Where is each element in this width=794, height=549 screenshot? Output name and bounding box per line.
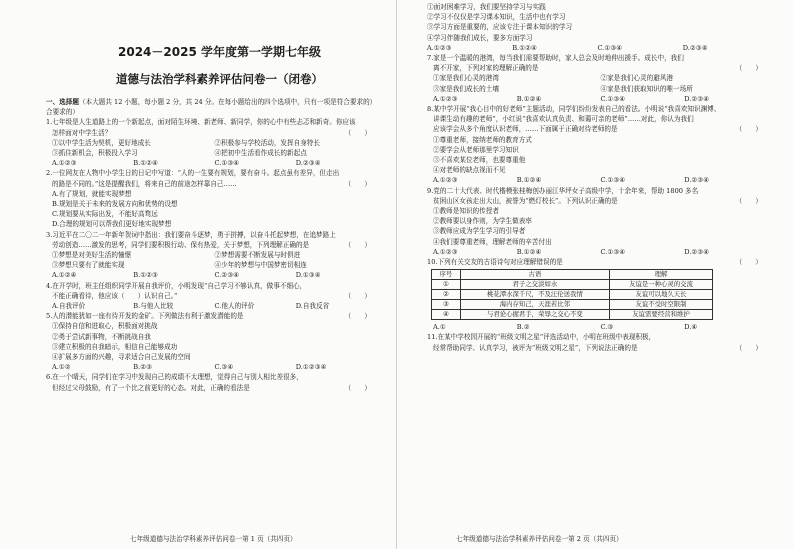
option[interactable]: ②要学会从老师那里学习知识 xyxy=(433,145,519,154)
section-heading: 一、选择题 xyxy=(46,98,79,106)
choice-d[interactable]: D.自我反省 xyxy=(295,302,330,311)
page-footer-2: 七年级道德与法治学科素养评估问卷一第 2 页（共四页） xyxy=(456,535,623,543)
choice-d[interactable]: D.①②③④ xyxy=(295,363,327,372)
choice-c[interactable]: C.①③④ xyxy=(597,43,623,52)
question-4: 4.在开学时，班主任组织同学开展自我评价，小明发现“自己学习不够认真，做事不细心， 不能正确看待，他应该（ ）认识自己。” （ ） A.自我评价 B.与他人比较 C.他人的评价 D.自我反省 xyxy=(46,281,377,312)
question-5: 5.人的潜能犹如一座有待开发的金矿。下列做法有利于激发潜能的是 （ ） ①保持自信和进取心，积极面对挑战 ②勇于尝试新事物，不断挑战自我 ③建立积极的自我暗示，相信自己能够成功 ④扩展多方面的兴趣，寻求适合自己发展的空间 A.①② B.②③ C.③④ D.①②③④ xyxy=(46,311,377,372)
option[interactable]: ③抓住新机会，积极投入学习 xyxy=(52,149,138,158)
choice-d[interactable]: D.②③④ xyxy=(684,94,710,103)
choice-b[interactable]: B.①②④ xyxy=(516,176,542,185)
choice-b[interactable]: B.② xyxy=(516,323,530,332)
option[interactable]: ④扩展多方面的兴趣，寻求适合自己发展的空间 xyxy=(52,353,191,362)
option[interactable]: ③建立积极的自我暗示，相信自己能够成功 xyxy=(52,342,178,351)
choice-d[interactable]: D.②③④ xyxy=(295,159,321,168)
choice-a[interactable]: A.①②③ xyxy=(52,159,77,168)
option[interactable]: ③不喜欢某位老师，也要尊重他 xyxy=(433,156,526,165)
choice-a[interactable]: A.①②③ xyxy=(427,43,452,52)
option[interactable]: ④对老师的缺点视而不见 xyxy=(433,166,506,175)
option[interactable]: D.合理的规划可以帮我们更好地实现梦想 xyxy=(52,220,172,229)
table-header: 序号 xyxy=(432,270,461,280)
choice-a[interactable]: A.①②③ xyxy=(433,176,458,185)
choice-b[interactable]: B.①②③ xyxy=(133,271,158,280)
choice-b[interactable]: B.①②④ xyxy=(133,159,158,168)
option[interactable]: ①以中学生活为契机，更好地成长 xyxy=(52,138,151,147)
option[interactable]: ③家是我们成长的土壤 xyxy=(433,84,499,93)
choice-c[interactable]: C.①③④ xyxy=(600,94,626,103)
table-header-row xyxy=(432,270,713,280)
option[interactable]: ④把初中生活看作成长的新起点 xyxy=(214,149,307,158)
table-row: ③ 海内存知己，天涯若比邻 友谊不受时空限制 xyxy=(432,300,713,310)
choice-c[interactable]: C.①③④ xyxy=(214,159,240,168)
choice-b[interactable]: B.①②④ xyxy=(516,94,542,103)
option[interactable]: ②教师要以身作则，为学生做表率 xyxy=(433,217,532,226)
option[interactable]: ①教师是知识的传授者 xyxy=(433,207,499,216)
choice-a[interactable]: A.①②④ xyxy=(52,271,77,280)
page-footer-1: 七年级道德与法治学科素养评估问卷一第 1 页（共四页） xyxy=(130,535,297,543)
option[interactable]: ④我们要尊重老师，理解老师的辛苦付出 xyxy=(433,237,552,246)
choice-a[interactable]: A.① xyxy=(433,323,446,332)
option[interactable]: ④家是我们获取知识的唯一场所 xyxy=(600,84,693,93)
choice-d[interactable]: D.①③④ xyxy=(295,271,321,280)
exam-title: 2024－2025 学年度第一学期七年级 xyxy=(118,45,321,59)
option[interactable]: ③学习方面是重要的，应该专注于课本知识的学习 xyxy=(427,23,573,32)
question-3: 3.习近平在二〇二一年新年贺词中指出：我们要奋斗逐梦，勇于拼搏，以奋斗托起梦想，在追梦路上 劳动创造……激发的思考，同学们要积极行动、保有热爱，关于梦想，下列理解正确的是 （ ） ①梦想是对美好生活的憧憬 ②梦想需要不断发展与时俱进 ③梦想只要有了就能实现 ④少年的梦想与中国梦密切相连 A.①②④ B.①②③ C.②③④ D.①③④ xyxy=(46,230,377,281)
option[interactable]: ②梦想需要不断发展与时俱进 xyxy=(214,251,301,260)
table-header: 理解 xyxy=(610,270,713,280)
option[interactable]: B.规划是关于未来的发展方向和优势的设想 xyxy=(52,200,178,209)
option[interactable]: ④学习伴随我们成长，要多方面学习 xyxy=(427,33,533,42)
choice-c[interactable]: C.③ xyxy=(600,323,614,332)
option[interactable]: C.规划要从实际出发，不能好高骛远 xyxy=(52,210,158,219)
option[interactable]: ②学习不仅仅是学习课本知识，生活中也有学习 xyxy=(427,13,566,22)
choice-b[interactable]: B.②③ xyxy=(133,363,153,372)
table-row: ④ 与君论心握君手，荣辱之交心不变 友谊需要经营和维护 xyxy=(432,310,713,320)
option[interactable]: ②家是我们心灵的避风港 xyxy=(600,74,674,83)
option[interactable]: ①面对困难学习，我们要坚持学习与实践 xyxy=(427,3,546,11)
choice-a[interactable]: A.①② xyxy=(52,363,71,372)
proverb-table xyxy=(431,269,713,320)
table-row: ① 君子之交淡如水 友谊是一种心灵的交流 xyxy=(432,280,713,290)
exam-subtitle: 道德与法治学科素养评估问卷一（闭卷） xyxy=(116,72,323,86)
choice-d[interactable]: D.④ xyxy=(684,323,698,332)
table-header: 古语 xyxy=(460,270,609,280)
question-11: 11.在某中学校园开展的“班级文明之星”评选活动中，小明在班级中表现积极， 经常帮助同学、认真学习，被评为“班级文明之星”，下列说法正确的是 （ ） xyxy=(427,333,762,352)
choice-d[interactable]: D.②③④ xyxy=(682,43,708,52)
option[interactable]: ①尊重老师，接纳老师的教育方式 xyxy=(433,135,532,144)
question-7: 7.家是一个温暖的港湾，每当我们需要帮助时，家人总会及时地伸出援手。成长中，我们 离不开家，下列对家的理解正确的是 （ ） ①家是我们心灵的港湾 ②家是我们心灵的避风港 ③家是我们成长的土壤 ④家是我们获取知识的唯一场所 A.①②③ B.①②④ C.①③④ D.②③④ xyxy=(427,53,768,104)
option[interactable]: ②积极参与学校活动，发挥自身特长 xyxy=(214,138,320,147)
option[interactable]: ①家是我们心灵的港湾 xyxy=(433,74,499,83)
choice-d[interactable]: D.②③④ xyxy=(684,176,710,185)
question-8: 8.某中学开展“我心目中的好老师”主题活动，同学们纷纷发表自己的看法。小明说“我喜欢知识渊博、 讲课生动有趣的老师”，小红说“我喜欢认真负责、和蔼可亲的老师”……对此，你认为我们 应该学会从多个角度认识老师，……下面属于正确对待老师的是 （ ） ①尊重老师，接纳老师的教育方式 ②要学会从老师那里学习知识 ③不喜欢某位老师，也要尊重他 ④对老师的缺点视而不见 A.①②③ B.①②④ C.①③④ D.②③④ xyxy=(427,104,768,186)
option[interactable]: ①梦想是对美好生活的憧憬 xyxy=(52,251,132,260)
choice-c[interactable]: C.①③④ xyxy=(600,247,626,256)
choice-c[interactable]: C.①③④ xyxy=(600,176,626,185)
right-page xyxy=(397,0,794,549)
question-6: 6.在一个晴天，同学们在学习中发现自己的成绩不太理想，觉得自己与别人相比差很多， 但经过父母鼓励，有了一个比之前更好的心态。对此，正确的看法是 （ ） xyxy=(46,373,371,392)
table-row: ② 桃花潭水深千尺，不及汪伦送我情 友谊可以地久天长 xyxy=(432,290,713,300)
section-note-line2: 合要求的） xyxy=(46,108,79,117)
choice-a[interactable]: A.①②③ xyxy=(433,94,458,103)
section-note: （本大题共 12 小题，每小题 2 分，共 24 分。在每小题给出的四个选项中，只有一项是符合要求的） xyxy=(78,98,377,106)
choice-a[interactable]: A.自我评价 xyxy=(52,302,86,311)
option[interactable]: ③教师应成为学生学习的引导者 xyxy=(433,227,526,236)
choice-c[interactable]: C.②③④ xyxy=(214,271,240,280)
choice-b[interactable]: B.与他人比较 xyxy=(133,302,174,311)
option[interactable]: ①保持自信和进取心，积极面对挑战 xyxy=(52,322,158,331)
question-9: 9.党的二十大代表、时代楷模张桂梅创办丽江华坪女子高级中学，十余年来，帮助 1800 多名 贫困山区女孩走出大山，被誉为“燃灯校长”。下列认识正确的是 （ ） ①教师是知识的传授者 ②教师要以身作则，为学生做表率 ③教师应成为学生学习的引导者 ④我们要尊重老师，理解老师的辛苦付出 A.①②③ B.①②④ C.①③④ D.②③④ xyxy=(427,186,768,257)
question-2: 2.一位网友在人物中小学生日的日记中写道：“人的一生要有规划，要有奋斗。起点虽有差异，但走出 的路是不同的。”这是提醒我们，将来自己的前途怎样靠自己…… （ ） A.有了规划，就能实现梦想 B.规划是关于未来的发展方向和优势的设想 C.规划要从实际出发，不能好高骛远 D.合理的规划可以帮我们更好地实现梦想 xyxy=(46,168,377,229)
choice-b[interactable]: B.①②④ xyxy=(516,247,542,256)
choice-b[interactable]: B.①②④ xyxy=(512,43,537,52)
choice-a[interactable]: A.①②③ xyxy=(433,247,458,256)
question-1: 1.七年级是人生道路上的一个新起点，面对陌生环境、新老师、新同学，你的心中有些忐忑和新奇。你应该 怎样面对中学生活？ （ ） ①以中学生活为契机，更好地成长 ②积极参与学校活动，发挥自身特长 ③抓住新机会，积极投入学习 ④把初中生活看作成长的新起点 A.①②③ B.①②④ C.①③④ D.②③④ xyxy=(46,117,377,168)
option[interactable]: ③梦想只要有了就能实现 xyxy=(52,261,125,270)
choice-c[interactable]: C.③④ xyxy=(214,363,234,372)
option[interactable]: A.有了规划，就能实现梦想 xyxy=(52,189,132,198)
question-10: 10.下列有关交友的古语诗句对应理解错误的是 （ ） 序号 古语 理解 ① 君子之交淡如水 友谊是一种心灵的交流 ② 桃花潭水深千尺，不及汪伦送我情 友谊可以地久天长 ③ 海内存知己，天涯若比邻 友谊不受时空限制 ④ 与君论心握君手，荣辱之交心不变 友谊需要经营和维护 A.① B.② C.③ D.④ xyxy=(427,257,768,332)
choice-c[interactable]: C.他人的评价 xyxy=(214,302,255,311)
option[interactable]: ④少年的梦想与中国梦密切相连 xyxy=(214,261,307,270)
choice-d[interactable]: D.②③④ xyxy=(684,247,710,256)
option[interactable]: ②勇于尝试新事物，不断挑战自我 xyxy=(52,332,151,341)
